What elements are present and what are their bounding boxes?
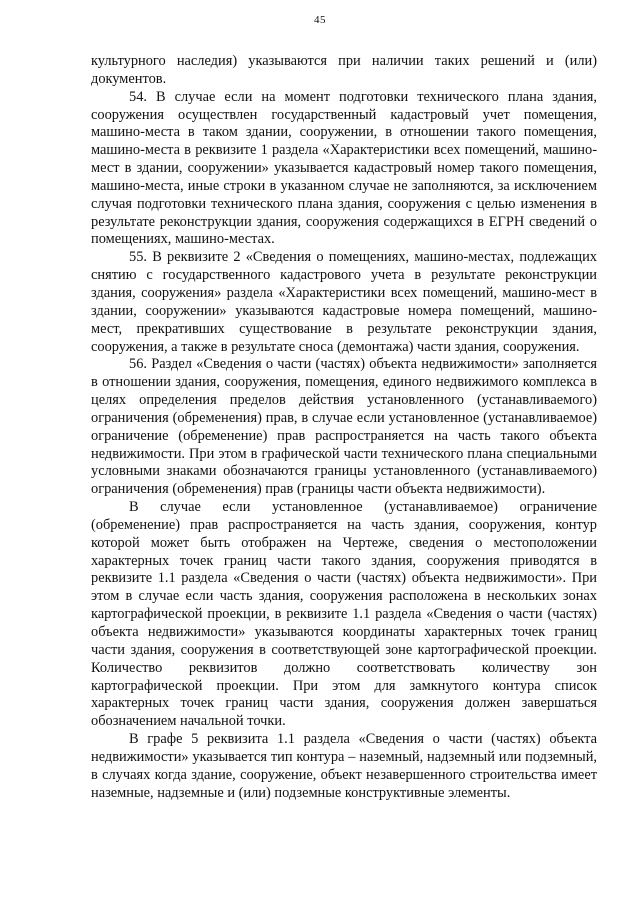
document-body: [91, 53, 597, 802]
paragraph-54: 54. В случае если на момент подготовки технического плана здания, сооружения осуществлен государственный кадастровый учет помещения, машино-места в таком здании, сооружении, в отношении такого помещения, машино-места в реквизите 1 раздела «Характеристики всех помещений, машино-мест в здании, сооружении» указывается кадастровый номер такого помещения, машино-места, иные строки в указанном случае не заполняются, за исключением случая подготовки технического плана здания, сооружения с целью изменения в результате реконструкции здания, сооружения содержащихся в ЕГРН сведений о помещениях, машино-местах.: [91, 88, 597, 248]
page-number: 45: [314, 14, 326, 26]
paragraph-55: 55. В реквизите 2 «Сведения о помещениях, машино-местах, подлежащих снятию с государственного кадастрового учета в результате реконструкции здания, сооружения» раздела «Характеристики всех помещений, машино-мест в здании, сооружении» указываются кадастровые номера помещений, машино-мест, прекративших существование в результате реконструкции здания, сооружения, а также в результате сноса (демонтажа) части здания, сооружения.: [91, 249, 597, 355]
paragraph-56: 56. Раздел «Сведения о части (частях) объекта недвижимости» заполняется в отношении здания, сооружения, помещения, единого недвижимого комплекса в целях определения пределов действия установленного (устанавливаемого) ограничения (обременения) прав, в случае если установленное (устанавливаемое) ограничение (обременение) прав распространяется на часть такого объекта недвижимости. При этом в графической части технического плана специальными условными знаками обозначаются границы установленного (устанавливаемого) ограничения (обременения) прав (границы части объекта недвижимости).: [91, 356, 597, 498]
paragraph-continuation: культурного наследия) указываются при наличии таких решений и (или) документов.: [91, 53, 597, 87]
paragraph-56-part-2: В случае если установленное (устанавливаемое) ограничение (обременение) прав распространяется на часть здания, сооружения, контур которой может быть отображен на Чертеже, сведения о местоположении характерных точек границ части такого здания, сооружения приводятся в реквизите 1.1 раздела «Сведения о части (частях) объекта недвижимости». При этом в случае если часть здания, сооружения расположена в нескольких зонах картографической проекции, в реквизите 1.1 раздела «Сведения о части (частях) объекта недвижимости» указываются координаты характерных точек границ части здания, сооружения в соответствующей зоне картографической проекции. Количество реквизитов должно соответствовать количеству зон картографической проекции. При этом для замкнутого контура список характерных точек границ части здания, сооружения должен завершаться обозначением начальной точки.: [91, 499, 597, 730]
paragraph-56-part-3: В графе 5 реквизита 1.1 раздела «Сведения о части (частях) объекта недвижимости» указывается тип контура – наземный, надземный или подземный, в случаях когда здание, сооружение, объект незавершенного строительства имеет наземные, надземные и (или) подземные конструктивные элементы.: [91, 731, 597, 801]
